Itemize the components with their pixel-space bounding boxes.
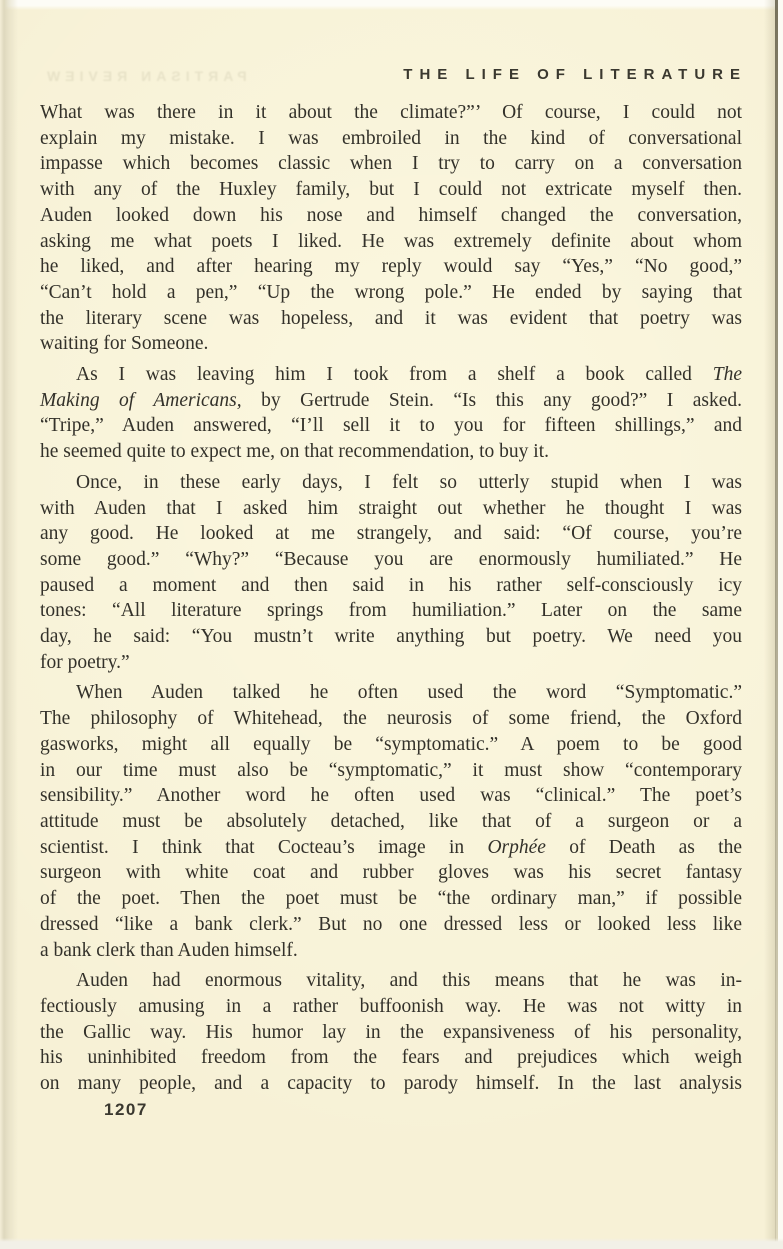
- text-line: [40, 331, 742, 357]
- text-line: [40, 938, 742, 964]
- paragraph: [40, 968, 742, 1097]
- text-line: [40, 362, 742, 388]
- text-run: “Tripe,” Auden answered, “I’ll sell it to you for fifteen shillings,” and: [40, 415, 742, 437]
- text-run: of Death as the: [545, 836, 743, 858]
- text-line: [40, 1020, 742, 1046]
- text-line: [40, 706, 742, 732]
- paragraph: [40, 100, 742, 357]
- text-run: he seemed quite to expect me, on that recommendation, to buy it.: [40, 441, 550, 463]
- text-run: scientist. I think that Cocteau’s image in: [40, 836, 488, 858]
- text-line: [40, 470, 742, 496]
- text-run: some good.” “Why?” “Because you are enormously humiliated.” He: [40, 548, 742, 570]
- text-run: he liked, and after hearing my reply would say “Yes,” “No good,”: [40, 256, 742, 278]
- text-run: in our time must also be “symptomatic,” it must show “contemporary: [40, 759, 742, 781]
- text-line: [40, 860, 742, 886]
- text-line: [40, 994, 742, 1020]
- text-line: [40, 126, 742, 152]
- text-line: [40, 521, 742, 547]
- text-line: [40, 1045, 742, 1071]
- text-run: fectiously amusing in a rather buffoonish way. He was not witty in: [40, 995, 742, 1017]
- text-line: [40, 229, 742, 255]
- text-line: [40, 835, 742, 861]
- scan-edge-bottom: [0, 1238, 783, 1249]
- text-run: dressed “like a bank clerk.” But no one dressed less or looked less like: [40, 913, 742, 935]
- text-run: tones: “All literature springs from humiliation.” Later on the same: [40, 600, 742, 622]
- text-run: the literary scene was hopeless, and it was evident that poetry was: [40, 307, 742, 329]
- text-run: with Auden that I asked him straight out whether he thought I was: [40, 497, 742, 519]
- bleed-through-text: PARTISAN REVIEW: [42, 68, 247, 84]
- text-run: the Gallic way. His humor lay in the expansiveness of his personality,: [40, 1021, 742, 1043]
- text-run: asking me what poets I liked. He was extremely definite about whom: [40, 230, 742, 252]
- text-line: [40, 758, 742, 784]
- scan-edge-left: [0, 0, 18, 1249]
- text-line: [40, 680, 742, 706]
- text-run: surgeon with white coat and rubber gloves was his secret fantasy: [40, 862, 742, 884]
- text-line: [40, 439, 742, 465]
- text-line: [40, 388, 742, 414]
- text-run: by Gertrude Stein. “Is this any good?” I asked.: [241, 389, 743, 411]
- text-run: “Can’t hold a pen,” “Up the wrong pole.” He ended by saying that: [40, 281, 742, 303]
- text-line: [40, 151, 742, 177]
- text-line: [40, 1071, 742, 1097]
- text-run: As I was leaving him I took from a shelf a book called: [76, 364, 713, 386]
- body-text: [40, 100, 742, 1097]
- text-run: What was there in it about the climate?”’ Of course, I could not: [40, 102, 742, 123]
- text-line: [40, 496, 742, 522]
- paragraph: [40, 362, 742, 465]
- text-line: [40, 413, 742, 439]
- scan-edge-right: [778, 0, 783, 1249]
- italic-text-run: Making of Americans,: [40, 389, 242, 411]
- text-run: waiting for Someone.: [40, 333, 209, 355]
- text-line: [40, 886, 742, 912]
- text-line: [40, 598, 742, 624]
- text-run: The philosophy of Whitehead, the neurosis of some friend, the Oxford: [40, 708, 742, 730]
- text-run: a bank clerk than Auden himself.: [40, 939, 298, 961]
- text-line: [40, 280, 742, 306]
- text-line: [40, 650, 742, 676]
- text-line: [40, 968, 742, 994]
- text-line: [40, 732, 742, 758]
- text-run: on many people, and a capacity to parody himself. In the last analysis: [40, 1073, 742, 1095]
- text-line: [40, 573, 742, 599]
- text-run: Auden had enormous vitality, and this means that he was in-: [76, 970, 742, 992]
- italic-text-run: The: [712, 364, 742, 386]
- text-line: [40, 100, 742, 126]
- scan-edge-top: [0, 0, 783, 10]
- text-run: day, he said: “You mustn’t write anything but poetry. We need you: [40, 626, 742, 648]
- text-run: sensibility.” Another word he often used was “clinical.” The poet’s: [40, 785, 742, 807]
- italic-text-run: Orphée: [487, 836, 546, 858]
- paragraph: [40, 680, 742, 963]
- text-run: paused a moment and then said in his rather self-consciously icy: [40, 574, 742, 596]
- text-line: [40, 547, 742, 573]
- text-line: [40, 783, 742, 809]
- text-run: with any of the Huxley family, but I could not extricate myself then.: [40, 179, 742, 201]
- text-line: [40, 624, 742, 650]
- text-run: explain my mistake. I was embroiled in the kind of conversational: [40, 127, 742, 149]
- text-run: attitude must be absolutely detached, like that of a surgeon or a: [40, 810, 742, 832]
- text-line: [40, 203, 742, 229]
- text-run: impasse which becomes classic when I try to carry on a conversation: [40, 153, 742, 175]
- text-line: [40, 809, 742, 835]
- page-number: 1207: [104, 1100, 148, 1119]
- paragraph: [40, 470, 742, 676]
- text-run: for poetry.”: [40, 651, 130, 673]
- text-line: [40, 306, 742, 332]
- text-line: [40, 912, 742, 938]
- text-line: [40, 177, 742, 203]
- text-run: Once, in these early days, I felt so utterly stupid when I was: [76, 471, 742, 493]
- text-run: of the poet. Then the poet must be “the ordinary man,” if possible: [40, 888, 742, 910]
- running-header: THE LIFE OF LITERATURE: [403, 66, 747, 83]
- text-run: When Auden talked he often used the word “Symptomatic.”: [76, 682, 742, 704]
- text-line: [40, 254, 742, 280]
- text-run: gasworks, might all equally be “symptomatic.” A poem to be good: [40, 733, 742, 755]
- text-run: Auden looked down his nose and himself changed the conversation,: [40, 204, 742, 226]
- text-run: his uninhibited freedom from the fears and prejudices which weigh: [40, 1047, 742, 1069]
- text-run: any good. He looked at me strangely, and said: “Of course, you’re: [40, 523, 742, 545]
